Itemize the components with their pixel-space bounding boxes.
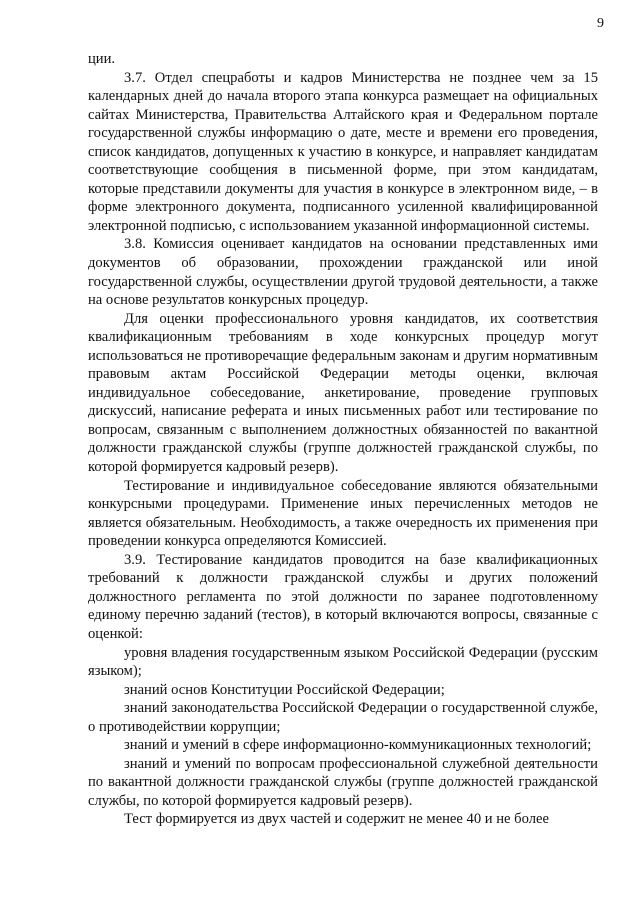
list-item-language: уровня владения государственным языком Российской Федерации (русским языком); bbox=[88, 644, 598, 680]
page-number: 9 bbox=[597, 16, 604, 31]
paragraph-continuation: ции. bbox=[88, 51, 116, 67]
body-text bbox=[88, 50, 598, 829]
paragraph-3-7: 3.7. Отдел спецработы и кадров Министерства не позднее чем за 15 календарных дней до начала второго этапа конкурса размещает на официальных сайтах Министерства, Правительства Алтайского края и Федеральном портале государственной службы информацию о дате, месте и времени его проведения, список кандидатов, допущенных к участию в конкурсе, и направляет кандидатам соответствующие сообщения в письменной форме, при этом кандидатам, которые представили документы для участия в конкурсе в электронном виде, – в форме электронного документа, подписанного усиленной квалифицированной электронной подписью, с использованием указанной информационной системы. bbox=[88, 69, 598, 234]
paragraph-assessment-methods: Для оценки профессионального уровня кандидатов, их соответствия квалификационным требованиям в ходе конкурсных процедур могут использоваться не противоречащие федеральным законам и другим нормативным правовым актам Российской Федерации методы оценки, включая индивидуальное собеседование, анкетирование, проведение групповых дискуссий, написание реферата и иных письменных работ или тестирование по вопросам, связанным с выполнением должностных обязанностей по вакантной должности гражданской службы (группе должностей гражданской службы, по которой формируется кадровый резерв). bbox=[88, 310, 598, 476]
paragraph-mandatory-procedures: Тестирование и индивидуальное собеседование являются обязательными конкурсными процедурами. Применение иных перечисленных методов не является обязательным. Необходимость, а также очередность их применения при проведении конкурса определяются Комиссией. bbox=[88, 477, 598, 550]
paragraph-3-8: 3.8. Комиссия оценивает кандидатов на основании представленных ими документов об образовании, прохождении гражданской или иной государственной службы, осуществлении другой трудовой деятельности, а также на основе результатов конкурсных процедур. bbox=[88, 236, 598, 309]
list-item-constitution: знаний основ Конституции Российской Федерации; bbox=[124, 681, 445, 698]
list-item-professional: знаний и умений по вопросам профессиональной служебной деятельности по вакантной должности гражданской службы (группе должностей гражданской службы, по которой формируется кадровый резерв). bbox=[88, 755, 598, 809]
list-item-legislation: знаний законодательства Российской Федерации о государственной службе, о противодействии коррупции; bbox=[88, 700, 598, 735]
list-item-ict: знаний и умений в сфере информационно-коммуникационных технологий; bbox=[124, 737, 592, 754]
paragraph-test-structure: Тест формируется из двух частей и содержит не менее 40 и не более bbox=[124, 811, 549, 828]
paragraph-3-9: 3.9. Тестирование кандидатов проводится на базе квалификационных требований к должности гражданской службы и других положений должностного регламента по этой должности по заранее подготовленному единому перечню заданий (тестов), в который включаются вопросы, связанные с оценкой: bbox=[88, 551, 598, 642]
